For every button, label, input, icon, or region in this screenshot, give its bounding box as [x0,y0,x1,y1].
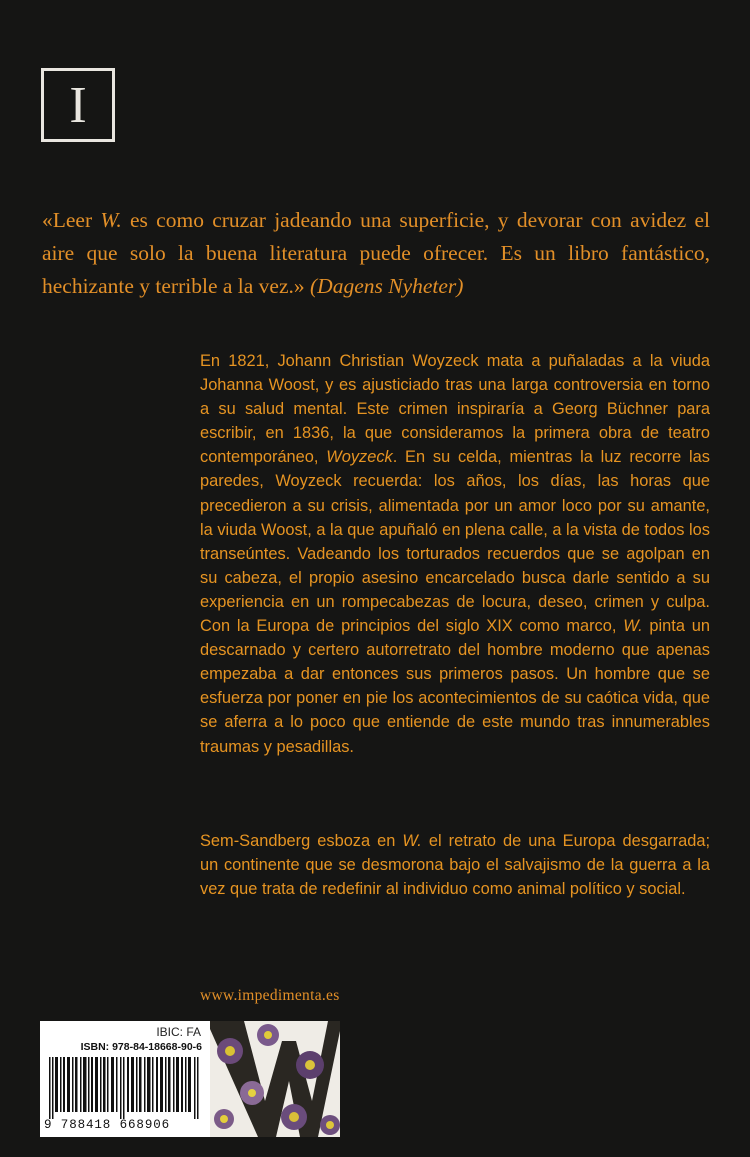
publisher-logo-glyph: I [69,77,87,134]
publisher-logo [41,68,115,142]
quote-open: «Leer [42,208,101,232]
blurb-p2-book-title: W. [402,832,422,850]
blurb-paragraph-2 [200,829,710,901]
quote-text: es como cruzar jadeando una superficie, y devorar con avidez el aire que solo la buena literatura puede ofrecer. Es un libro fantástico, hechizante y terrible a la vez.» [42,208,710,298]
blurb-p1-play-title: Woyzeck [326,448,393,467]
blurb-p1-part-c: pinta un descarnado y certero autorretrato del hombre moderno que apenas empezaba a dar entonces sus primeros pasos. Un hombre que se esfuerza por poner en pie los acontecimientos de su caótica vida, que se aferra a lo poco que entiende de este mundo tras innumerables traumas y pesadillas. [200,617,710,756]
blurb-p1-book-title: W. [623,617,643,636]
blurb-p2-part-a: Sem-Sandberg esboza en [200,832,403,850]
barcode-number: 9 788418 668906 [44,1118,171,1132]
barcode-icon [49,1057,201,1119]
isbn-number: ISBN: 978-84-18668-90-6 [80,1041,202,1053]
quote-source: (Dagens Nyheter) [310,274,464,298]
blurb-p1-part-a: En 1821, Johann Christian Woyzeck mata a puñaladas a la viuda Johanna Woost, y es ajusticiado tras una larga controversia en torno a su salud mental. Este crimen inspiraría a Georg Büchner para escribir, en 1836, la que consideramos la primera obra de teatro contemporáneo, [200,352,710,467]
barcode-panel [40,1021,210,1137]
blurb-p1-part-b: . En su celda, mientras la luz recorre las paredes, Woyzeck recuerda: los años, los días, las horas que precedieron a su crisis, alimentada por un amor loco por su amante, la viuda Woost, a la que apuñaló en plena calle, a la vista de todos los transeúntes. Vadeando los torturados recuerdos que se agolpan en su cabeza, el propio asesino encarcelado busca darle sentido a su experiencia en un rompecabezas de locura, deseo, crimen y culpa. Con la Europa de principios del siglo XIX como marco, [200,448,710,636]
publisher-website[interactable]: www.impedimenta.es [200,987,340,1004]
press-quote [42,204,710,303]
quote-book-title: W. [100,208,122,232]
cover-art-thumbnail [210,1021,340,1137]
blurb-p2-part-b: el retrato de una Europa desgarrada; un continente que se desmorona bajo el salvajismo de la guerra a la vez que trata de redefinir al individuo como animal político y social. [200,832,710,899]
blurb-paragraph-1 [200,349,710,759]
cover-art-w-icon [210,1021,340,1137]
ibic-code: IBIC: FA [156,1025,201,1039]
